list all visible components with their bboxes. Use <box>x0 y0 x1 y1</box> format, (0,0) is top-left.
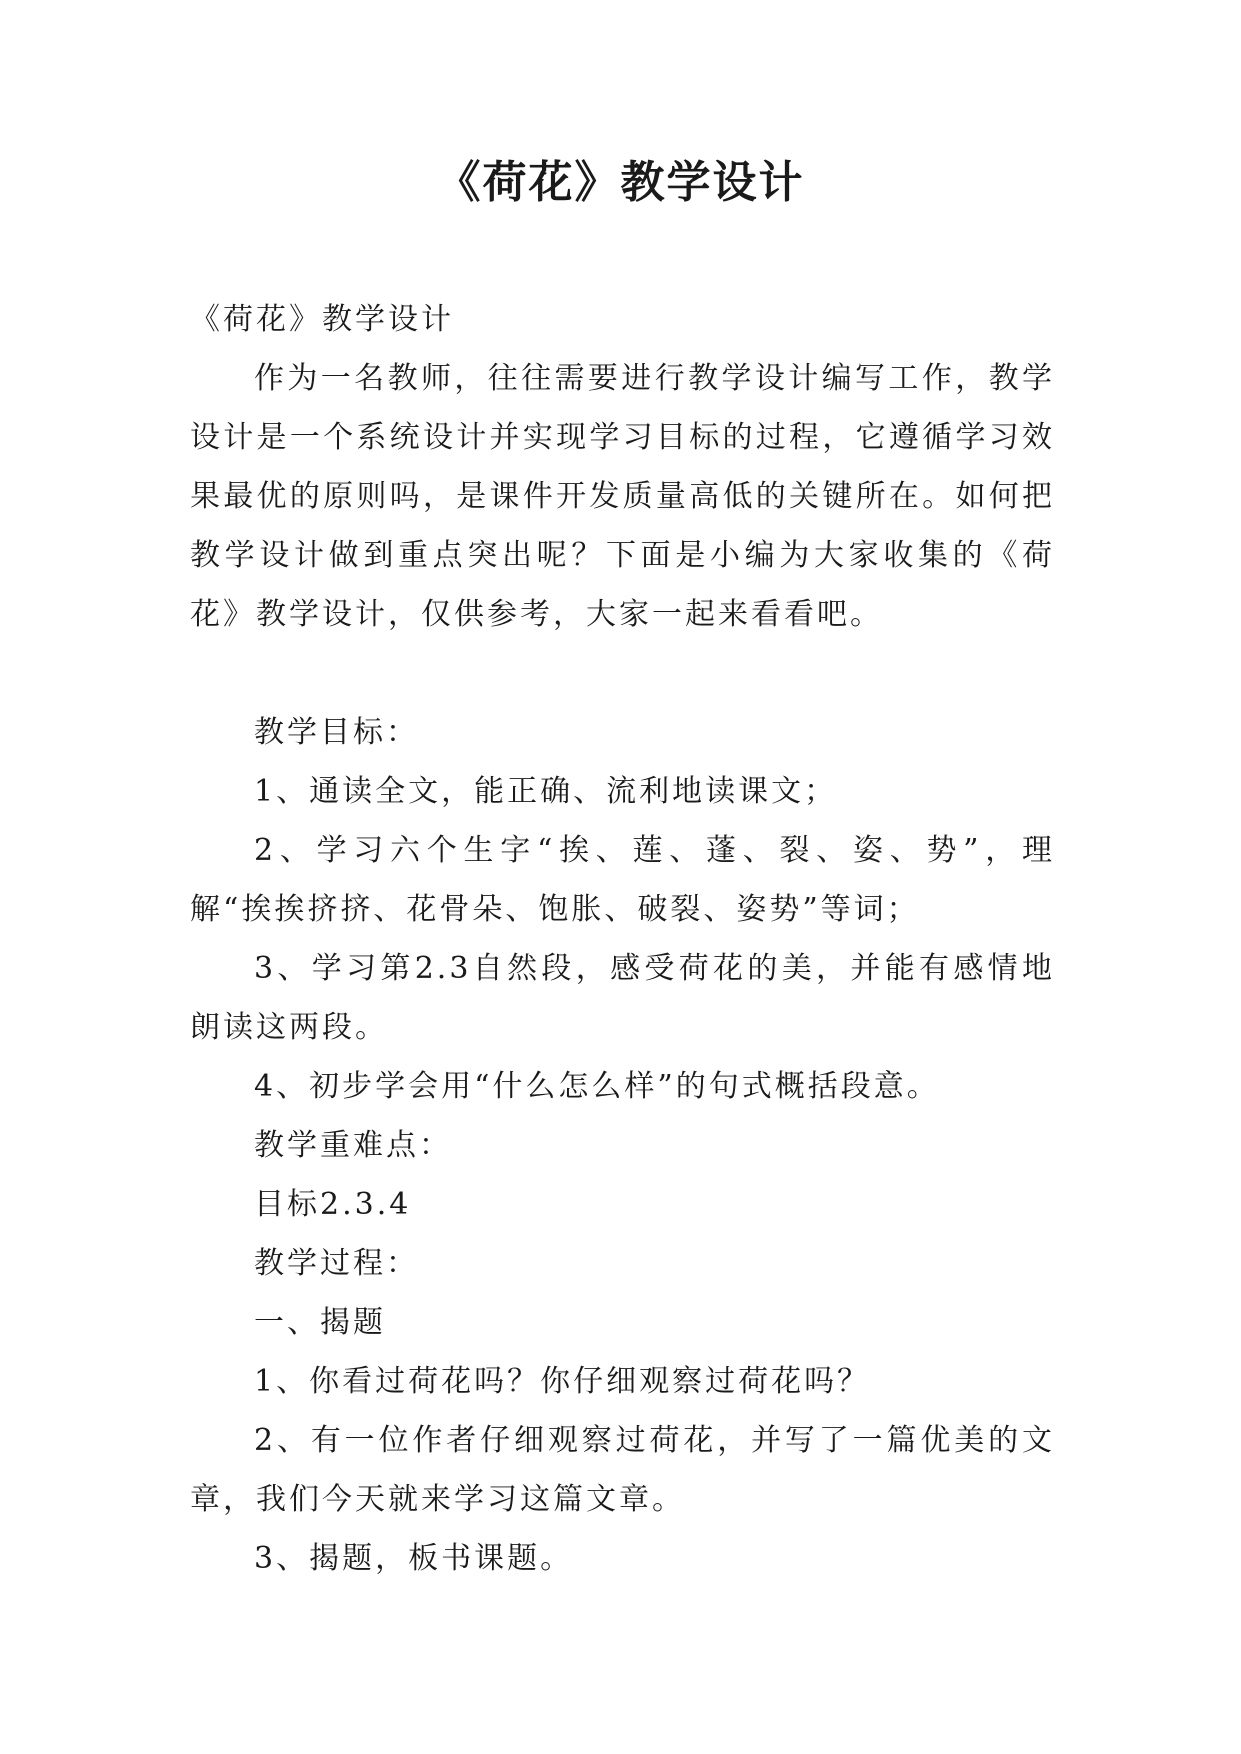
step-item: 1、你看过荷花吗？你仔细观察过荷花吗？ <box>254 1364 871 1399</box>
document-body <box>190 290 1055 1588</box>
step-item: 2、有一位作者仔细观察过荷花，并写了一篇优美的文章，我们今天就来学习这篇文章。 <box>190 1423 1055 1517</box>
objective-item: 1、通读全文，能正确、流利地读课文； <box>254 774 838 809</box>
step-item: 3、揭题，板书课题。 <box>254 1541 574 1576</box>
objectives-heading: 教学目标： <box>254 715 419 750</box>
objective-item: 3、学习第2.3自然段，感受荷花的美，并能有感情地朗读这两段。 <box>190 951 1055 1045</box>
objective-item: 4、初步学会用“什么怎么样”的句式概括段意。 <box>254 1069 940 1104</box>
objective-item: 2、学习六个生字“挨、莲、蓬、裂、姿、势”，理解“挨挨挤挤、花骨朵、饱胀、破裂、姿势”等词； <box>190 833 1055 927</box>
document-title: 《荷花》教学设计 <box>436 157 805 208</box>
key-points-value: 目标2.3.4 <box>254 1187 412 1222</box>
document-subtitle: 《荷花》教学设计 <box>190 302 454 337</box>
key-points-heading: 教学重难点： <box>254 1128 452 1163</box>
paragraph-spacer <box>190 644 1055 703</box>
process-heading: 教学过程： <box>254 1246 419 1281</box>
section-heading: 一、揭题 <box>254 1305 386 1340</box>
intro-paragraph: 作为一名教师，往往需要进行教学设计编写工作，教学设计是一个系统设计并实现学习目标的过程，它遵循学习效果最优的原则吗，是课件开发质量高低的关键所在。如何把教学设计做到重点突出呢？下面是小编为大家收集的《荷花》教学设计，仅供参考，大家一起来看看吧。 <box>190 361 1055 632</box>
